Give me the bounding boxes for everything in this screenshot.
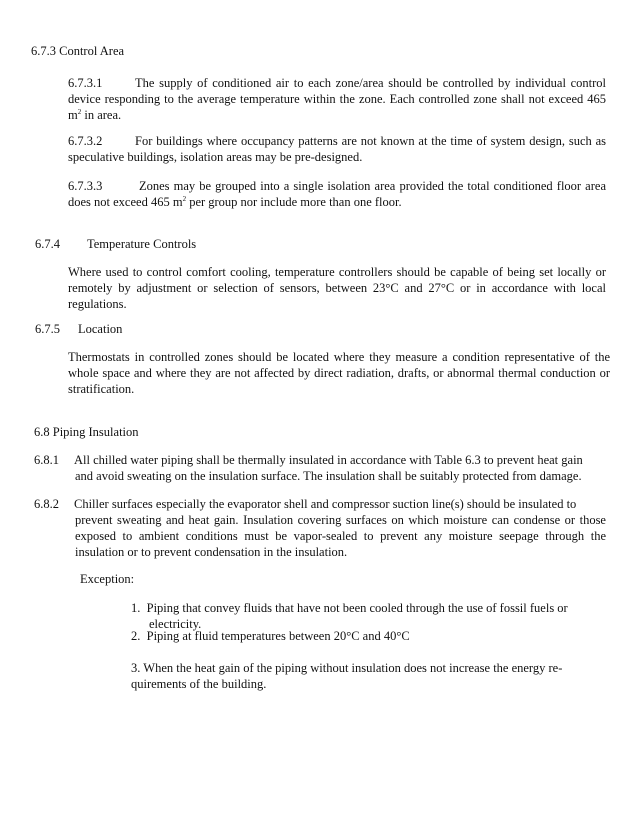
paragraph-6-8-2 [34,496,614,560]
paragraph-6-7-4-body: Where used to control comfort cooling, temperature controllers should be capable of being set locally or remotely by adjustment or selection of sensors, between 23°C and 27°C or in accordance with local regulations. [68,265,606,311]
clause-text-continuation: prevent sweating and heat gain. Insulation covering surfaces on which moisture can condense or those exposed to ambient conditions must be vapor-sealed to prevent any moisture seepage through the insulation or to prevent condensation in the insulation. [75,513,606,559]
list-marker: 1. [131,601,141,615]
clause-text-first-line: All chilled water piping shall be thermally insulated in accordance with Table 6.3 to prevent heat gain [74,453,583,467]
unit-m2: $m^2$ [172,195,187,209]
list-item-text: Piping that convey fluids that have not been cooled through the use of fossil fuels or [146,601,568,615]
clause-text-tail: per group nor include more than one floor. [186,195,402,209]
clause-number: 6.7.3.2 [68,134,103,148]
list-marker: 2. [131,629,141,643]
clause-number: 6.7.3.3 [68,179,103,193]
section-heading-6-7-5 [35,321,122,337]
list-item-text: 3. When the heat gain of the piping without insulation does not increase the energy re- [131,661,563,675]
exception-label: Exception: [80,572,135,586]
section-heading-6-7-4 [35,236,196,252]
paragraph-6-7-3-2 [68,133,606,165]
unit-m2: $m^2$ [68,108,82,122]
list-item-text: Piping at fluid temperatures between 20°C and 40°C [146,629,410,643]
section-heading-6-8: 6.8 Piping Insulation [34,425,139,439]
section-title: Temperature Controls [87,237,197,251]
clause-number: 6.7.3.1 [68,76,103,90]
paragraph-6-7-3-1 [68,75,606,123]
section-number: 6.7.5 [35,322,60,336]
clause-number: 6.8.1 [34,453,59,467]
clause-text-first-line: Chiller surfaces especially the evaporator shell and compressor suction line(s) should be insulated to [74,497,577,511]
section-heading-6-7-3: 6.7.3 Control Area [31,44,125,58]
section-title: Location [78,322,123,336]
section-number: 6.7.4 [35,237,60,251]
clause-text: The supply of conditioned air to each zone/area should be controlled by individual control device responding to the average temperature within the zone. Each controlled zone shall not exceed 465 [68,76,606,106]
exception-item-2 [131,628,591,644]
paragraph-6-7-5-body: Thermostats in controlled zones should be located where they measure a condition representative of the whole space and where they are not affected by direct radiation, drafts, or abnormal thermal conduction or stratification. [68,350,610,396]
exception-item-3 [131,660,591,692]
clause-number: 6.8.2 [34,497,59,511]
paragraph-6-7-3-3 [68,178,606,210]
clause-text-continuation: and avoid sweating on the insulation surface. The insulation shall be suitably protected from damage. [75,469,582,483]
list-item-text-continuation: quirements of the building. [131,677,267,691]
list-item-text-continuation: electricity. [149,617,202,631]
clause-text: Zones may be grouped into a single isolation area provided the total conditioned floor area does not exceed 465 [68,179,606,209]
clause-text: For buildings where occupancy patterns are not known at the time of system design, such as speculative buildings, isolation areas may be pre-designed. [68,134,606,164]
paragraph-6-8-1 [34,452,614,484]
clause-text-tail: in area. [81,108,122,122]
